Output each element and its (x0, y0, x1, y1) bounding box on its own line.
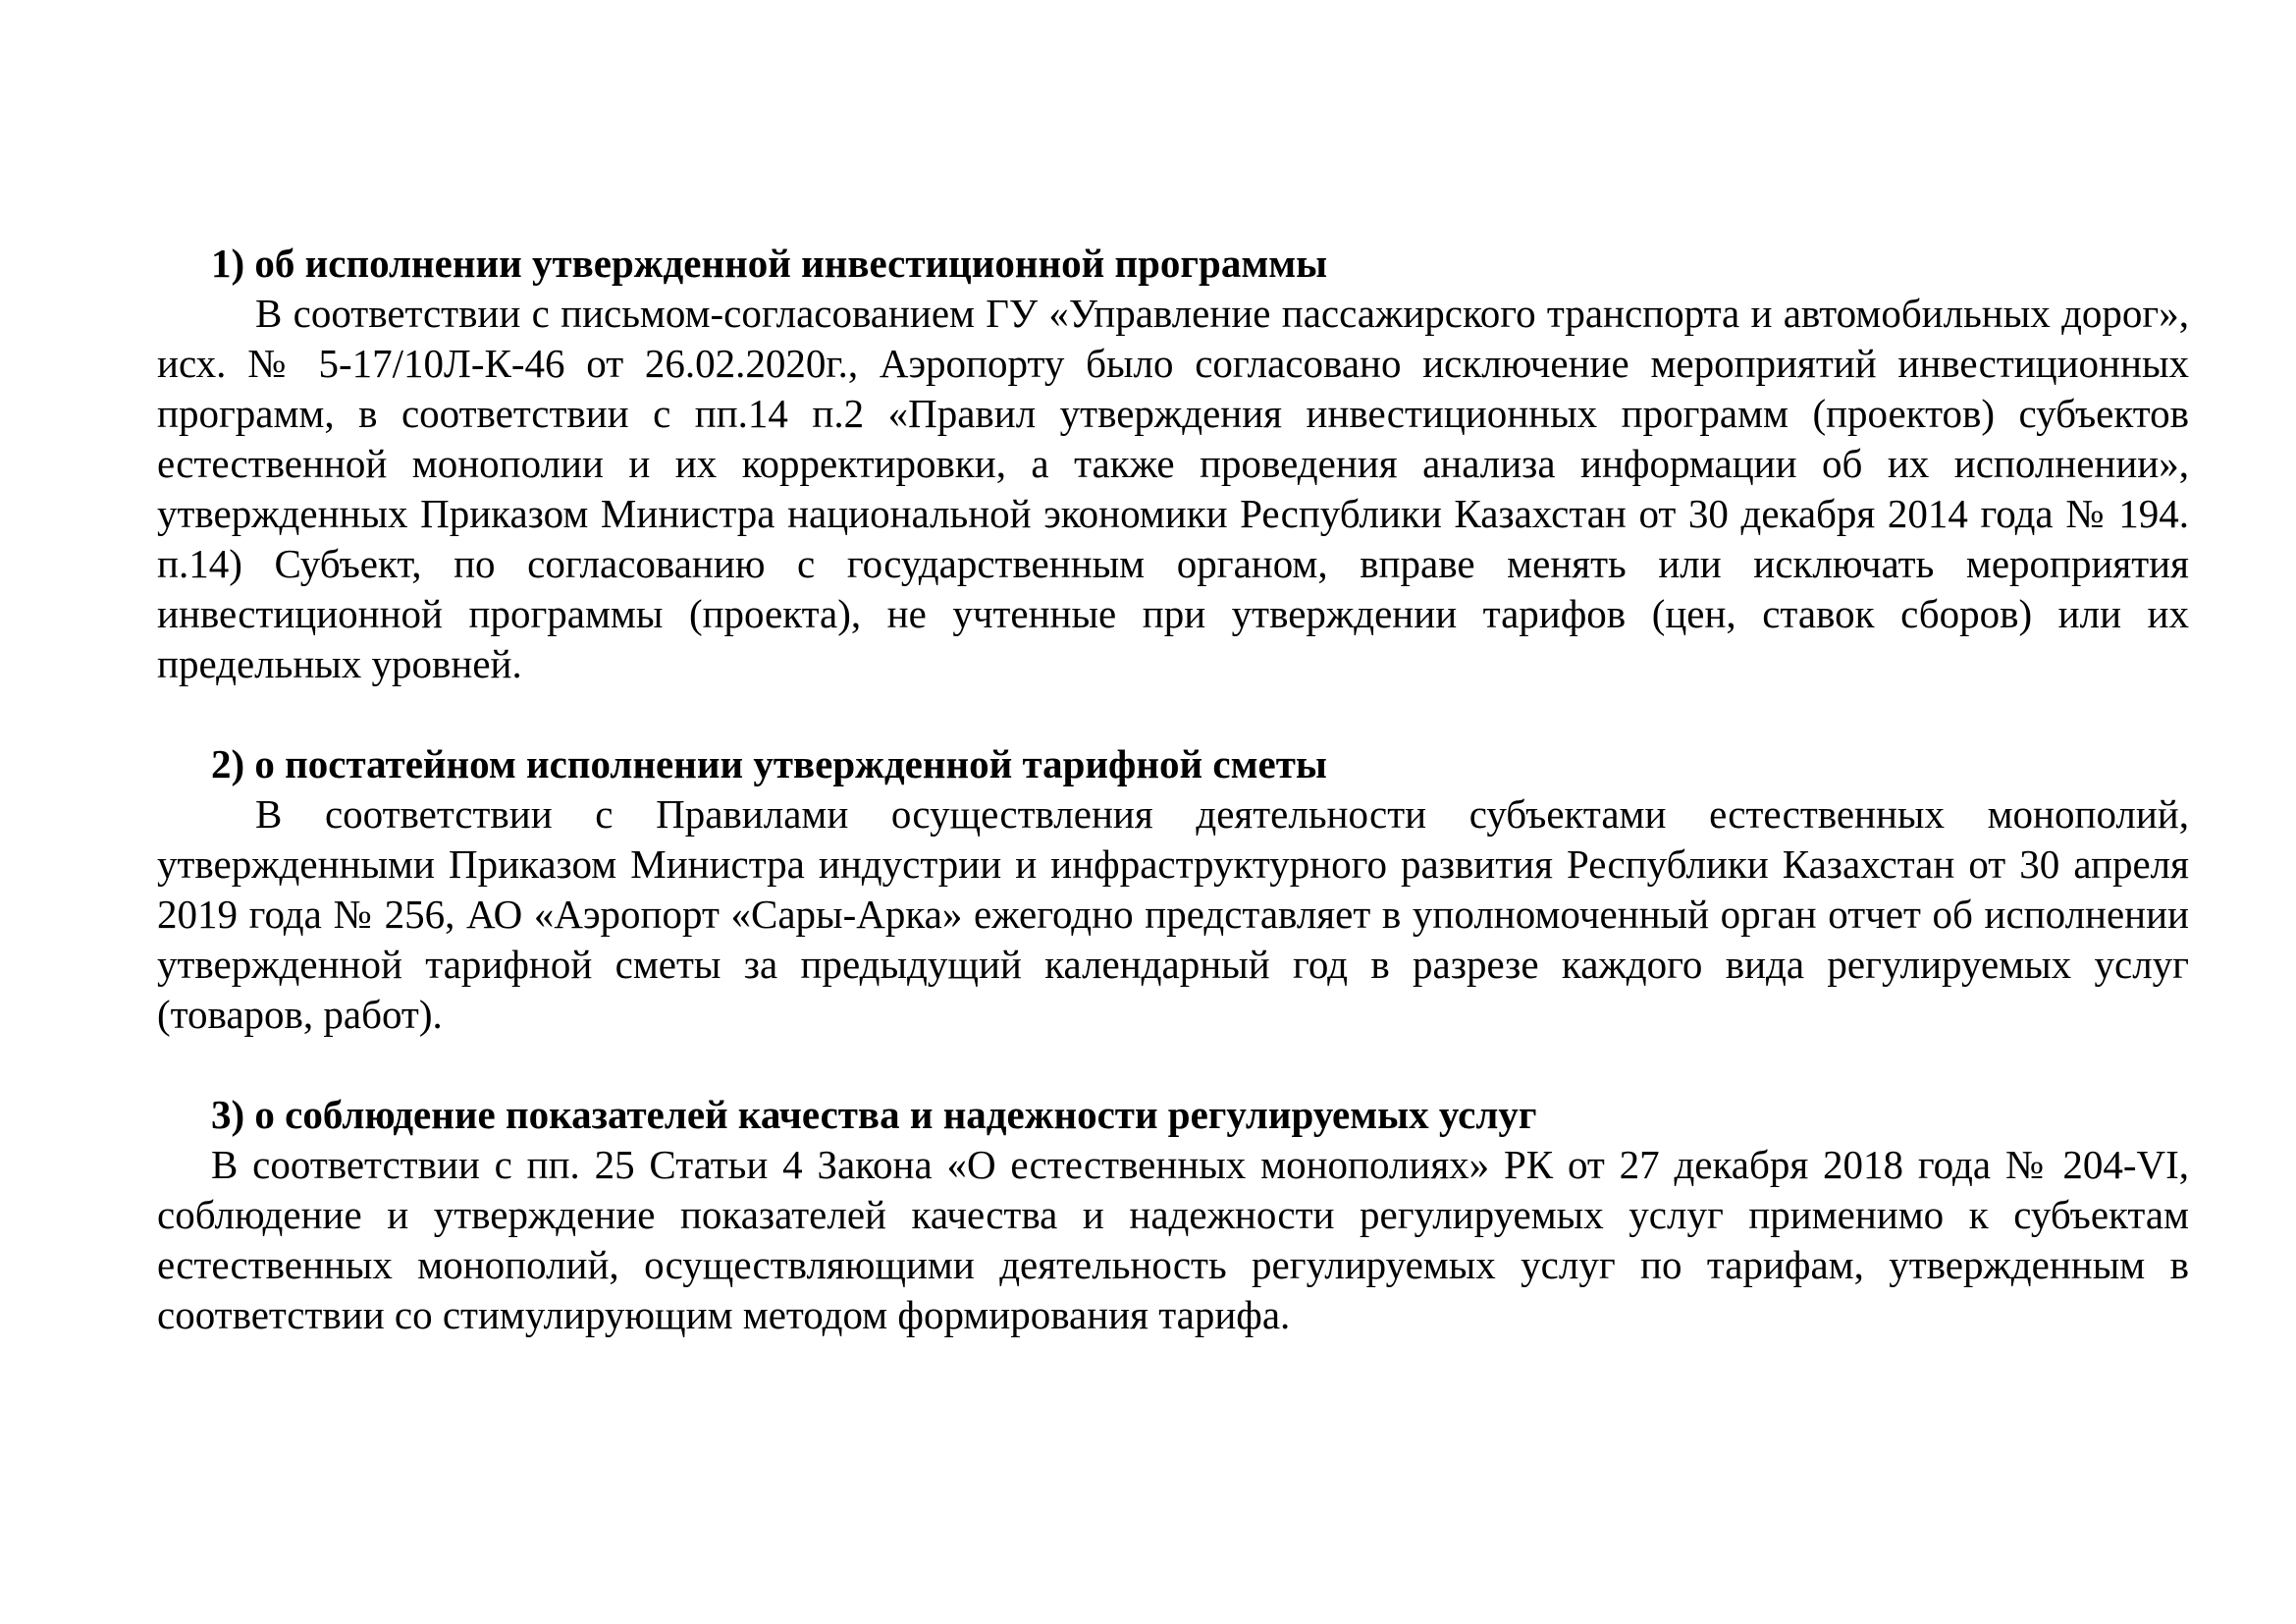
section-body: В соответствии с пп. 25 Статьи 4 Закона «О естественных монополиях» РК от 27 декабря 2018 года № 204-VI, соблюдение и утверждение показателей качества и надежности регулируемых услуг применимо к субъектам естественных монополий, осуществляющими деятельность регулируемых услуг по тарифам, утвержденным в соответствии со стимулирующим методом формирования тарифа. (157, 1142, 2189, 1337)
section-quality-indicators (157, 1090, 2189, 1340)
document-page (157, 239, 2189, 1340)
section-body: В соответствии с письмом-согласованием ГУ «Управление пассажирского транспорта и автомобильных дорог», исх. № 5-17/10Л-К-46 от 26.02.2020г., Аэропорту было согласовано исключение мероприятий инвестиционных программ, в соответствии с пп.14 п.2 «Правил утверждения инвестиционных программ (проектов) субъектов естественной монополии и их корректировки, а также проведения анализа информации об их исполнении», утвержденных Приказом Министра национальной экономики Республики Казахстан от 30 декабря 2014 года № 194. п.14) Субъект, по согласованию с государственным органом, вправе менять или исключать мероприятия инвестиционной программы (проекта), не учтенные при утверждении тарифов (цен, ставок сборов) или их предельных уровней. (157, 291, 2189, 686)
section-investment-program (157, 239, 2189, 689)
section-body: В соответствии с Правилами осуществления деятельности субъектами естественных монополий, утвержденными Приказом Министра индустрии и инфраструктурного развития Республики Казахстан от 30 апреля 2019 года № 256, АО «Аэропорт «Сары-Арка» ежегодно представляет в уполномоченный орган отчет об исполнении утвержденной тарифной сметы за предыдущий календарный год в разрезе каждого вида регулируемых услуг (товаров, работ). (157, 791, 2189, 1037)
section-tariff-estimate (157, 739, 2189, 1040)
section-heading: 1) об исполнении утвержденной инвестиционной программы (211, 241, 1328, 286)
section-heading: 3) о соблюдение показателей качества и надежности регулируемых услуг (211, 1092, 1537, 1137)
section-heading: 2) о постатейном исполнении утвержденной тарифной сметы (211, 741, 1327, 786)
